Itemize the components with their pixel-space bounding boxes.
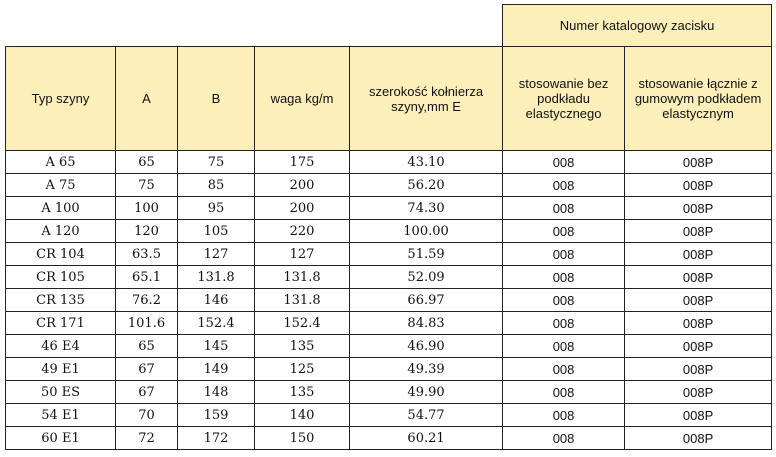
table-row [6, 404, 772, 427]
cell-flange-width: 84.83 [350, 312, 503, 335]
cell-with-rubber-pad: 008P [625, 404, 772, 427]
cell-rail-type: 50 ES [6, 381, 116, 404]
cell-rail-type: A 75 [6, 174, 116, 197]
cell-rail-type: A 120 [6, 220, 116, 243]
cell-rail-type: 60 E1 [6, 427, 116, 450]
header-weight: waga kg/m [255, 47, 350, 151]
cell-with-rubber-pad: 008P [625, 197, 772, 220]
cell-with-rubber-pad: 008P [625, 381, 772, 404]
cell-b: 75 [178, 151, 255, 174]
cell-rail-type: A 100 [6, 197, 116, 220]
cell-flange-width: 66.97 [350, 289, 503, 312]
cell-b: 159 [178, 404, 255, 427]
table-row [6, 381, 772, 404]
cell-weight: 200 [255, 197, 350, 220]
table-row [6, 289, 772, 312]
cell-weight: 135 [255, 335, 350, 358]
table-row [6, 358, 772, 381]
cell-rail-type: CR 105 [6, 266, 116, 289]
cell-a: 65 [116, 335, 178, 358]
cell-rail-type: CR 104 [6, 243, 116, 266]
cell-weight: 220 [255, 220, 350, 243]
cell-flange-width: 49.90 [350, 381, 503, 404]
cell-with-rubber-pad: 008P [625, 289, 772, 312]
cell-b: 131.8 [178, 266, 255, 289]
header-rail-type: Typ szyny [6, 47, 116, 151]
cell-flange-width: 43.10 [350, 151, 503, 174]
cell-a: 101.6 [116, 312, 178, 335]
cell-a: 76.2 [116, 289, 178, 312]
cell-without-pad: 008 [503, 174, 625, 197]
rail-clip-table [5, 4, 772, 450]
cell-without-pad: 008 [503, 404, 625, 427]
cell-b: 127 [178, 243, 255, 266]
header-with-rubber-pad: stosowanie łącznie z gumowym podkładem elastycznym [625, 47, 772, 151]
cell-with-rubber-pad: 008P [625, 220, 772, 243]
cell-with-rubber-pad: 008P [625, 243, 772, 266]
cell-without-pad: 008 [503, 243, 625, 266]
cell-with-rubber-pad: 008P [625, 312, 772, 335]
table-row [6, 427, 772, 450]
cell-flange-width: 51.59 [350, 243, 503, 266]
cell-a: 67 [116, 381, 178, 404]
cell-without-pad: 008 [503, 220, 625, 243]
cell-without-pad: 008 [503, 197, 625, 220]
cell-with-rubber-pad: 008P [625, 174, 772, 197]
empty-header-space [6, 5, 503, 47]
table-row [6, 243, 772, 266]
group-header-catalog-number: Numer katalogowy zacisku [503, 5, 772, 47]
cell-a: 70 [116, 404, 178, 427]
table-row [6, 174, 772, 197]
cell-b: 172 [178, 427, 255, 450]
group-header-row [6, 5, 772, 47]
cell-without-pad: 008 [503, 289, 625, 312]
cell-weight: 127 [255, 243, 350, 266]
table-row [6, 266, 772, 289]
cell-b: 148 [178, 381, 255, 404]
table-row [6, 197, 772, 220]
cell-weight: 175 [255, 151, 350, 174]
cell-a: 75 [116, 174, 178, 197]
cell-without-pad: 008 [503, 381, 625, 404]
cell-a: 67 [116, 358, 178, 381]
cell-b: 146 [178, 289, 255, 312]
cell-weight: 125 [255, 358, 350, 381]
header-flange-width: szerokość kołnierza szyny,mm E [350, 47, 503, 151]
cell-a: 72 [116, 427, 178, 450]
cell-without-pad: 008 [503, 312, 625, 335]
cell-flange-width: 54.77 [350, 404, 503, 427]
header-b: B [178, 47, 255, 151]
cell-weight: 131.8 [255, 289, 350, 312]
cell-rail-type: 46 E4 [6, 335, 116, 358]
table-row [6, 312, 772, 335]
cell-flange-width: 49.39 [350, 358, 503, 381]
cell-with-rubber-pad: 008P [625, 266, 772, 289]
cell-flange-width: 46.90 [350, 335, 503, 358]
cell-weight: 200 [255, 174, 350, 197]
cell-weight: 131.8 [255, 266, 350, 289]
cell-b: 152.4 [178, 312, 255, 335]
cell-rail-type: CR 171 [6, 312, 116, 335]
table-row [6, 151, 772, 174]
cell-flange-width: 100.00 [350, 220, 503, 243]
cell-with-rubber-pad: 008P [625, 358, 772, 381]
cell-b: 85 [178, 174, 255, 197]
header-a: A [116, 47, 178, 151]
cell-rail-type: 54 E1 [6, 404, 116, 427]
cell-with-rubber-pad: 008P [625, 335, 772, 358]
table-row [6, 335, 772, 358]
cell-b: 105 [178, 220, 255, 243]
cell-b: 149 [178, 358, 255, 381]
cell-b: 145 [178, 335, 255, 358]
header-without-pad: stosowanie bez podkładu elastycznego [503, 47, 625, 151]
cell-weight: 152.4 [255, 312, 350, 335]
cell-flange-width: 52.09 [350, 266, 503, 289]
cell-a: 65.1 [116, 266, 178, 289]
cell-flange-width: 60.21 [350, 427, 503, 450]
cell-with-rubber-pad: 008P [625, 151, 772, 174]
cell-rail-type: CR 135 [6, 289, 116, 312]
cell-a: 120 [116, 220, 178, 243]
cell-rail-type: 49 E1 [6, 358, 116, 381]
cell-weight: 150 [255, 427, 350, 450]
cell-a: 100 [116, 197, 178, 220]
table-row [6, 220, 772, 243]
cell-without-pad: 008 [503, 151, 625, 174]
cell-weight: 135 [255, 381, 350, 404]
cell-without-pad: 008 [503, 335, 625, 358]
cell-rail-type: A 65 [6, 151, 116, 174]
column-header-row [6, 47, 772, 151]
cell-without-pad: 008 [503, 427, 625, 450]
cell-flange-width: 74.30 [350, 197, 503, 220]
cell-without-pad: 008 [503, 358, 625, 381]
cell-a: 65 [116, 151, 178, 174]
cell-without-pad: 008 [503, 266, 625, 289]
cell-b: 95 [178, 197, 255, 220]
cell-weight: 140 [255, 404, 350, 427]
cell-with-rubber-pad: 008P [625, 427, 772, 450]
cell-a: 63.5 [116, 243, 178, 266]
cell-flange-width: 56.20 [350, 174, 503, 197]
